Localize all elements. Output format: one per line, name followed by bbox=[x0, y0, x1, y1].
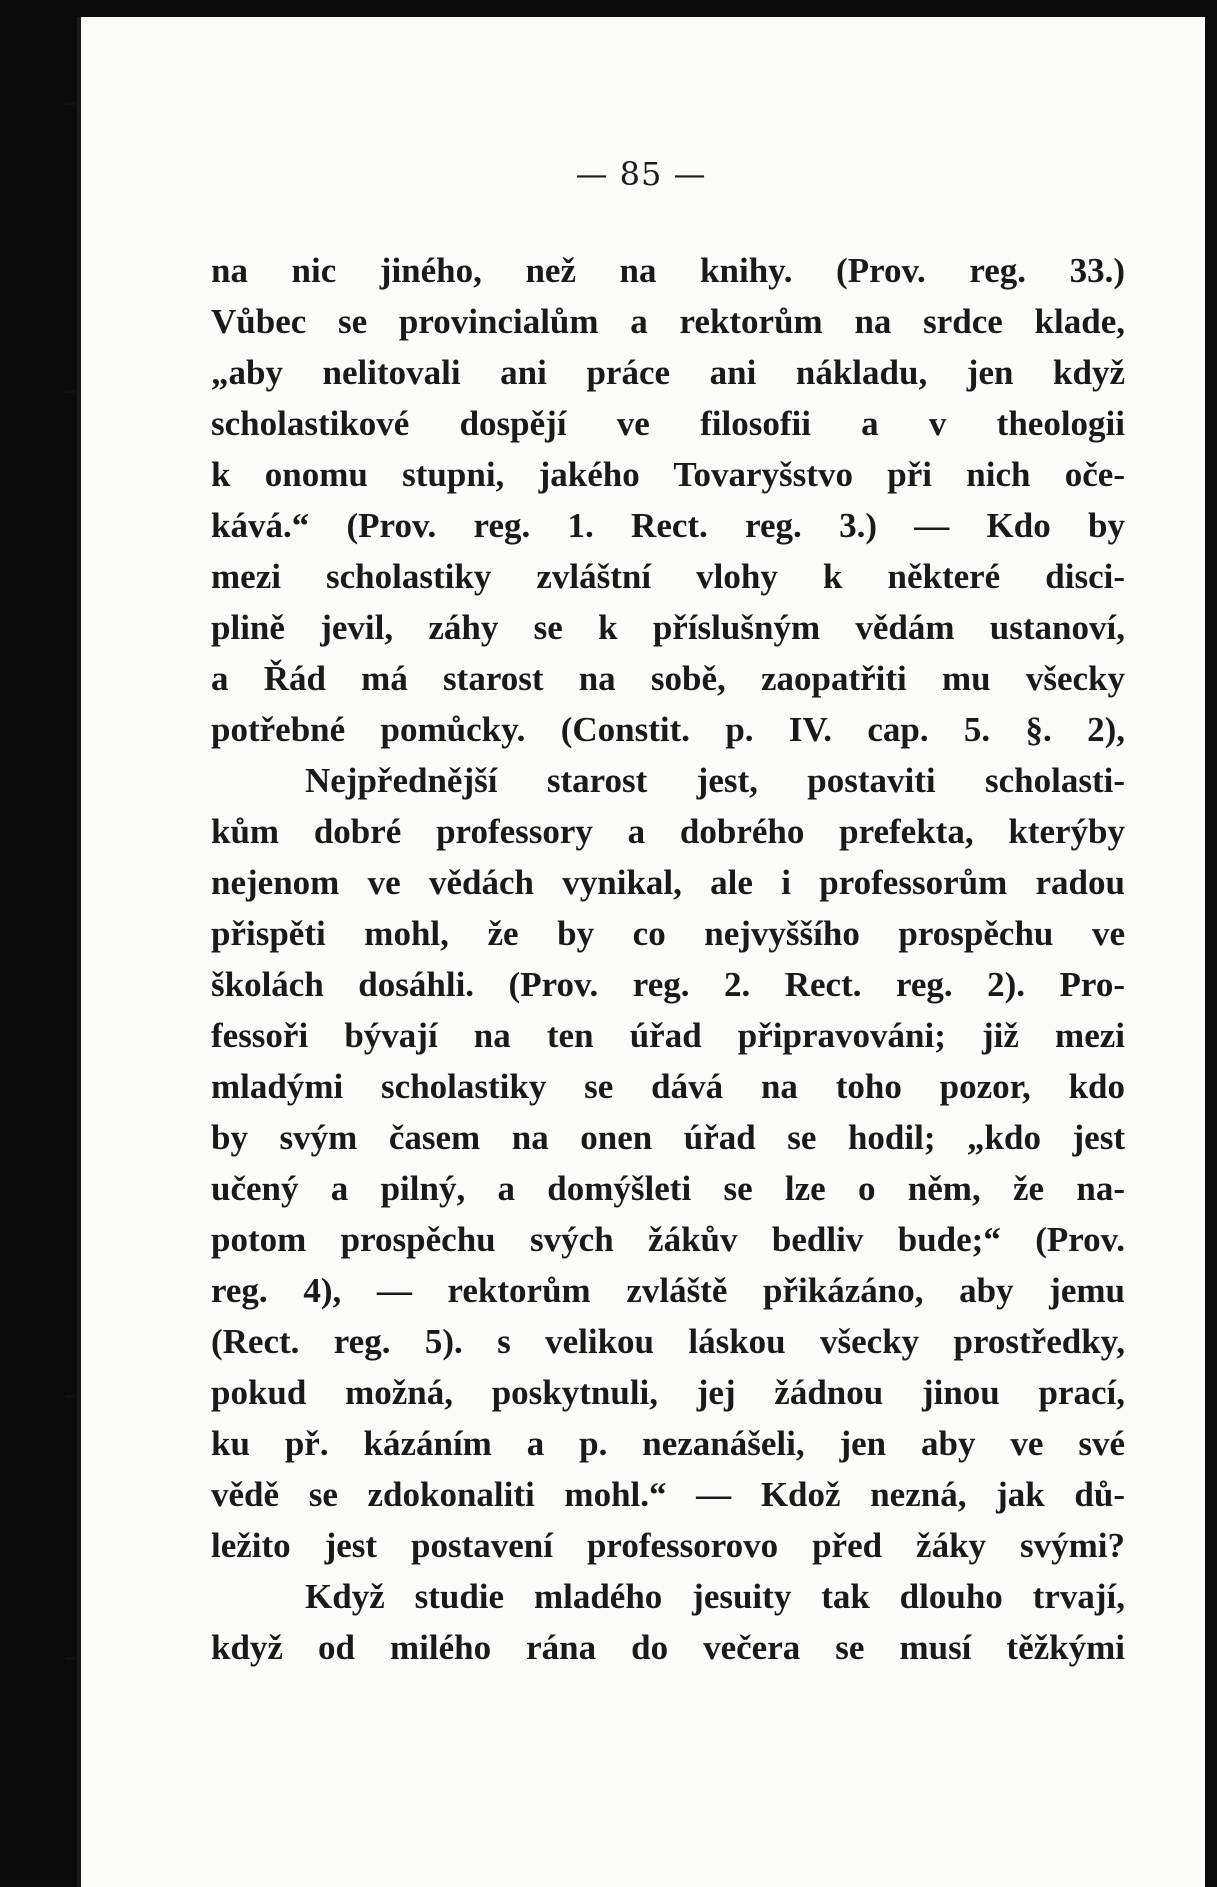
text-line: mladými scholastiky se dává na toho pozor, kdo bbox=[211, 1067, 1125, 1106]
text-line: přispěti mohl, že by co nejvyššího prospěchu ve bbox=[211, 914, 1125, 953]
text-line: vědě se zdokonaliti mohl.“ — Kdož nezná, jak dů- bbox=[211, 1475, 1125, 1514]
text-line: když od milého rána do večera se musí těžkými bbox=[211, 1628, 1125, 1667]
text-line: a Řád má starost na sobě, zaopatřiti mu všecky bbox=[211, 659, 1125, 698]
page-spine-edge bbox=[77, 17, 81, 1887]
text-line: Vůbec se provincialům a rektorům na srdce klade, bbox=[211, 302, 1125, 341]
text-line: mezi scholastiky zvláštní vlohy k některé disci- bbox=[211, 557, 1125, 596]
page-number: — 85 — bbox=[575, 155, 707, 193]
text-line: Když studie mladého jesuity tak dlouho trvají, bbox=[305, 1577, 1125, 1616]
text-line: fessoři bývají na ten úřad připravováni; již mezi bbox=[211, 1016, 1125, 1055]
text-line: k onomu stupni, jakého Tovaryšstvo při nich oče- bbox=[211, 455, 1125, 494]
text-line: reg. 4), — rektorům zvláště přikázáno, aby jemu bbox=[211, 1271, 1125, 1310]
text-line: pokud možná, poskytnuli, jej žádnou jinou prací, bbox=[211, 1373, 1125, 1412]
binding-mark bbox=[65, 390, 75, 393]
text-line: (Rect. reg. 5). s velikou láskou všecky prostředky, bbox=[211, 1322, 1125, 1361]
text-line: „aby nelitovali ani práce ani nákladu, jen když bbox=[211, 353, 1125, 392]
body-text bbox=[211, 245, 1125, 1673]
text-line: scholastikové dospějí ve filosofii a v theologii bbox=[211, 404, 1125, 443]
text-line: potřebné pomůcky. (Constit. p. IV. cap. 5. §. 2), bbox=[211, 710, 1125, 749]
text-line: na nic jiného, než na knihy. (Prov. reg. 33.) bbox=[211, 251, 1125, 290]
text-line: Nejpřednější starost jest, postaviti scholasti- bbox=[305, 761, 1125, 800]
text-line: by svým časem na onen úřad se hodil; „kdo jest bbox=[211, 1118, 1125, 1157]
binding-mark bbox=[65, 1657, 75, 1660]
binding-mark bbox=[65, 1395, 75, 1398]
binding-mark bbox=[65, 102, 75, 105]
book-page bbox=[77, 17, 1205, 1887]
text-line: kům dobré professory a dobrého prefekta, kterýby bbox=[211, 812, 1125, 851]
text-line: učený a pilný, a domýšleti se lze o něm, že na- bbox=[211, 1169, 1125, 1208]
text-line: ležito jest postavení professorovo před žáky svými? bbox=[211, 1526, 1125, 1565]
text-line: kává.“ (Prov. reg. 1. Rect. reg. 3.) — Kdo by bbox=[211, 506, 1125, 545]
text-line: školách dosáhli. (Prov. reg. 2. Rect. reg. 2). Pro- bbox=[211, 965, 1125, 1004]
text-line: potom prospěchu svých žákův bedliv bude;“ (Prov. bbox=[211, 1220, 1125, 1259]
text-line: nejenom ve vědách vynikal, ale i professorům radou bbox=[211, 863, 1125, 902]
text-line: ku př. kázáním a p. nezanášeli, jen aby ve své bbox=[211, 1424, 1125, 1463]
text-line: plině jevil, záhy se k příslušným vědám ustanoví, bbox=[211, 608, 1125, 647]
